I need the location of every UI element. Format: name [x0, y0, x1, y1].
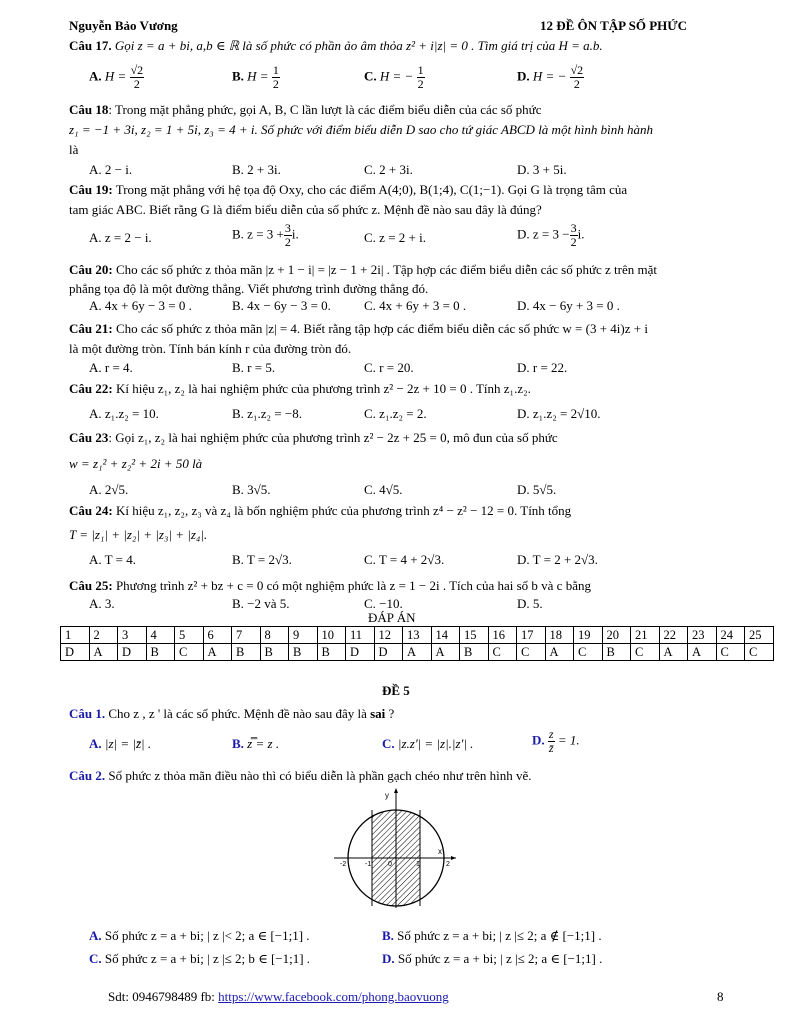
- answer-number-cell: 2: [89, 627, 118, 644]
- section-title: ĐỀ 5: [382, 683, 410, 698]
- answer-value-cell: A: [203, 644, 232, 661]
- q22-option-c: C. z₁.z₂ = 2.: [364, 406, 427, 421]
- q17-option-d: D. H = − $\frac{√2}{2}$: [517, 63, 584, 92]
- q24-option-d: D. T = 2 + 2√3.: [517, 552, 598, 567]
- question-21: Câu 21: Cho các số phức z thỏa mãn |z| = 4. Biết rằng tập hợp các điểm biểu diễn các số phức w = (3 + 4i)z + i: [69, 321, 648, 336]
- question-19-line2: tam giác ABC. Biết rằng G là điểm biểu diễn của số phức z. Mệnh đề nào sau đây là đúng?: [69, 202, 542, 217]
- q18-option-c: C. 2 + 3i.: [364, 162, 413, 177]
- q24-option-b: B. T = 2√3.: [232, 552, 292, 567]
- d5q2-option-c: C. Số phức z = a + bi; | z |≤ 2; b ∈ [−1;1] .: [89, 951, 311, 966]
- answer-number-cell: 8: [260, 627, 289, 644]
- footer-contact: Sdt: 0946798489 fb: https://www.facebook.com/phong.baovuong: [108, 989, 449, 1004]
- answer-value-cell: B: [460, 644, 489, 661]
- q20-option-d: D. 4x − 6y + 3 = 0 .: [517, 298, 620, 313]
- question-18: Câu 18: Trong mặt phẳng phức, gọi A, B, C lần lượt là các điểm biểu diễn của các số phức: [69, 102, 542, 117]
- q21-option-d: D. r = 22.: [517, 360, 568, 375]
- answer-number-cell: 4: [146, 627, 175, 644]
- question-25: Câu 25: Phương trình z² + bz + c = 0 có một nghiệm phức là z = 1 − 2i . Tích của hai số b và c bằng: [69, 578, 591, 593]
- question-23: Câu 23: Gọi z₁, z₂ là hai nghiệm phức của phương trình z² − 2z + 25 = 0, mô đun của số phức: [69, 430, 558, 445]
- q25-option-c: C. −10.: [364, 596, 403, 611]
- answer-value-cell: D: [346, 644, 375, 661]
- q20-option-c: C. 4x + 6y + 3 = 0 .: [364, 298, 467, 313]
- q20-option-a: A. 4x + 6y − 3 = 0 .: [89, 298, 192, 313]
- tick-0: 0: [388, 861, 392, 868]
- answer-number-cell: 3: [118, 627, 147, 644]
- q24-option-c: C. T = 4 + 2√3.: [364, 552, 445, 567]
- answer-number-cell: 21: [631, 627, 660, 644]
- answer-number-cell: 9: [289, 627, 318, 644]
- answer-value-cell: C: [574, 644, 603, 661]
- q19-option-a: A. z = 2 − i.: [89, 230, 152, 245]
- q17-option-a: A. H = $\frac{√2}{2}$: [89, 63, 144, 92]
- q22-option-b: B. z₁.z₂ = −8.: [232, 406, 302, 421]
- d5q2-option-a: A. Số phức z = a + bi; | z |< 2; a ∈ [−1;1] .: [89, 928, 310, 943]
- q21-option-b: B. r = 5.: [232, 360, 276, 375]
- answer-number-cell: 13: [403, 627, 432, 644]
- answer-number-cell: 24: [716, 627, 745, 644]
- tick-minus-1: -1: [365, 861, 372, 868]
- d5q2-option-b: B. Số phức z = a + bi; | z |≤ 2; a ∉ [−1;1] .: [382, 928, 602, 943]
- answer-value-cell: D: [61, 644, 90, 661]
- answer-value-cell: D: [118, 644, 147, 661]
- d5q1-option-c: C. |z.z'| = |z|.|z'| .: [382, 736, 474, 751]
- answer-value-cell: A: [431, 644, 460, 661]
- question-18-line3: là: [69, 142, 79, 157]
- d5q2-option-d: D. Số phức z = a + bi; | z |≤ 2; a ∈ [−1;1] .: [382, 951, 603, 966]
- answer-value-cell: B: [289, 644, 318, 661]
- d5q1-option-d: D. $\frac{z}{z̄}$ = 1.: [532, 727, 580, 756]
- answer-number-cell: 22: [659, 627, 688, 644]
- answer-number-cell: 14: [431, 627, 460, 644]
- answer-value-cell: B: [602, 644, 631, 661]
- answer-number-cell: 5: [175, 627, 204, 644]
- page-number: 8: [717, 989, 724, 1004]
- q21-option-c: C. r = 20.: [364, 360, 414, 375]
- answer-number-cell: 7: [232, 627, 261, 644]
- answer-number-cell: 12: [374, 627, 403, 644]
- question-label: Câu 17.: [69, 38, 112, 53]
- question-22: Câu 22: Kí hiệu z₁, z₂ là hai nghiệm phức của phương trình z² − 2z + 10 = 0 . Tính z₁.z₂.: [69, 381, 531, 396]
- y-axis-label: y: [385, 791, 389, 800]
- d5-question-1: Câu 1. Cho z , z ' là các số phức. Mệnh đề nào sau đây là sai ?: [69, 706, 395, 721]
- q19-option-c: C. z = 2 + i.: [364, 230, 426, 245]
- answer-number-cell: 20: [602, 627, 631, 644]
- question-17: [69, 38, 603, 54]
- q19-option-d: D. z = 3 − $\frac{3}{2}$ i.: [517, 221, 585, 250]
- answer-value-cell: C: [517, 644, 546, 661]
- answer-value-cell: D: [374, 644, 403, 661]
- answer-value-row: [61, 644, 774, 661]
- answer-number-cell: 18: [545, 627, 574, 644]
- facebook-link[interactable]: https://www.facebook.com/phong.baovuong: [218, 989, 449, 1004]
- q22-option-a: A. z₁.z₂ = 10.: [89, 406, 159, 421]
- answer-value-cell: B: [232, 644, 261, 661]
- q18-option-b: B. 2 + 3i.: [232, 162, 281, 177]
- answer-key-title: ĐÁP ÁN: [368, 610, 416, 625]
- answer-number-cell: 16: [488, 627, 517, 644]
- tick-minus-2: -2: [340, 861, 347, 868]
- d5-question-2: Câu 2. Số phức z thỏa mãn điều nào thì có biểu diễn là phần gạch chéo như trên hình vẽ.: [69, 768, 532, 783]
- q21-option-a: A. r = 4.: [89, 360, 133, 375]
- answer-value-cell: B: [260, 644, 289, 661]
- answer-key-table: [60, 626, 774, 661]
- d5q1-option-b: B. z̿ = z .: [232, 736, 280, 751]
- answer-value-cell: A: [89, 644, 118, 661]
- q24-option-a: A. T = 4.: [89, 552, 136, 567]
- question-24: Câu 24: Kí hiệu z₁, z₂, z₃ và z₄ là bốn nghiệm phức của phương trình z⁴ − z² − 12 = 0. Tính tổng: [69, 503, 572, 518]
- tick-1: 1: [416, 861, 420, 868]
- answer-value-cell: C: [716, 644, 745, 661]
- q22-option-d: D. z₁.z₂ = 2√10.: [517, 406, 601, 421]
- q25-option-d: D. 5.: [517, 596, 543, 611]
- author-name: Nguyễn Bảo Vương: [69, 18, 178, 33]
- answer-number-cell: 15: [460, 627, 489, 644]
- q23-option-a: A. 2√5.: [89, 482, 129, 497]
- complex-plane-figure: [330, 786, 460, 910]
- q17-option-c: C. H = − $\frac{1}{2}$: [364, 63, 424, 92]
- answer-value-cell: C: [175, 644, 204, 661]
- question-18-line2: z₁ = −1 + 3i, z₂ = 1 + 5i, z₃ = 4 + i. Số phức với điểm biểu diễn D sao cho tứ giác ABCD là một hình bình hành: [69, 122, 654, 137]
- q23-option-c: C. 4√5.: [364, 482, 403, 497]
- question-21-line2: là một đường tròn. Tính bán kính r của đường tròn đó.: [69, 341, 352, 356]
- q23-option-b: B. 3√5.: [232, 482, 271, 497]
- question-text: Gọi z = a + bi, a,b ∈ ℝ là số phức có phần ảo âm thỏa z² + i|z| = 0 . Tìm giá trị của H = a.b.: [114, 38, 603, 53]
- q23-option-d: D. 5√5.: [517, 482, 557, 497]
- answer-value-cell: A: [545, 644, 574, 661]
- q17-option-b: B. H = $\frac{1}{2}$: [232, 63, 279, 92]
- q18-option-a: A. 2 − i.: [89, 162, 133, 177]
- answer-value-cell: C: [745, 644, 774, 661]
- q19-option-b: B. z = 3 + $\frac{3}{2}$ i.: [232, 221, 299, 250]
- question-20-line2: phẳng tọa độ là một đường thẳng. Viết phương trình đường thẳng đó.: [69, 281, 429, 296]
- answer-number-cell: 1: [61, 627, 90, 644]
- question-24-line2: T = |z₁| + |z₂| + |z₃| + |z₄|.: [69, 527, 208, 542]
- answer-number-cell: 23: [688, 627, 717, 644]
- q18-option-d: D. 3 + 5i.: [517, 162, 567, 177]
- answer-value-cell: B: [146, 644, 175, 661]
- answer-number-cell: 17: [517, 627, 546, 644]
- answer-number-cell: 25: [745, 627, 774, 644]
- answer-value-cell: A: [659, 644, 688, 661]
- document-title: 12 ĐỀ ÔN TẬP SỐ PHỨC: [540, 18, 687, 33]
- q25-option-a: A. 3.: [89, 596, 115, 611]
- question-23-line2: w = z₁² + z₂² + 2i + 50 là: [69, 456, 203, 471]
- answer-value-cell: B: [317, 644, 346, 661]
- answer-value-cell: A: [688, 644, 717, 661]
- answer-value-cell: A: [403, 644, 432, 661]
- q20-option-b: B. 4x − 6y − 3 = 0.: [232, 298, 331, 313]
- x-axis-label: x: [438, 847, 442, 856]
- tick-2: 2: [446, 861, 450, 868]
- answer-number-cell: 6: [203, 627, 232, 644]
- question-20: Câu 20: Cho các số phức z thỏa mãn |z + 1 − i| = |z − 1 + 2i| . Tập hợp các điểm biểu diễn các số phức z trên mặt: [69, 262, 658, 277]
- d5q1-option-a: A. |z| = |z̄| .: [89, 736, 152, 751]
- answer-value-cell: C: [631, 644, 660, 661]
- answer-value-cell: C: [488, 644, 517, 661]
- q25-option-b: B. −2 và 5.: [232, 596, 290, 611]
- answer-number-cell: 11: [346, 627, 375, 644]
- answer-number-cell: 19: [574, 627, 603, 644]
- answer-number-cell: 10: [317, 627, 346, 644]
- question-19: Câu 19: Trong mặt phẳng với hệ tọa độ Oxy, cho các điểm A(4;0), B(1;4), C(1;−1). Gọi G là trọng tâm của: [69, 182, 628, 197]
- answer-number-row: [61, 627, 774, 644]
